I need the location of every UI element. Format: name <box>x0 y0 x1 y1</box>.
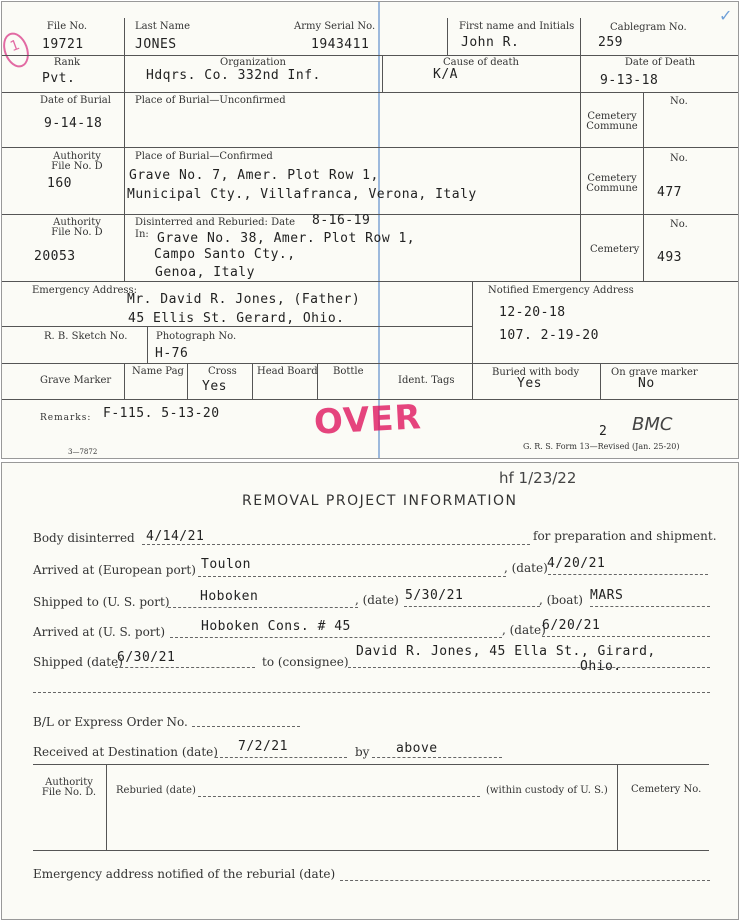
place-confirmed-label: Place of Burial—Confirmed <box>135 151 273 162</box>
arrived-us-date-label: , (date) <box>502 623 546 637</box>
buried-with-body-label: Buried with body <box>492 367 580 378</box>
last-name-value: JONES <box>135 37 177 52</box>
authority-value-1: 160 <box>47 176 72 191</box>
arrived-european-value: Toulon <box>201 557 251 572</box>
on-grave-marker-value: No <box>638 376 655 391</box>
date-of-burial-label: Date of Burial <box>40 95 111 106</box>
received-label: Received at Destination (date) <box>33 745 218 759</box>
emergency-line1: Mr. David R. Jones, (Father) <box>127 292 361 307</box>
file-no-value: 19721 <box>42 37 84 52</box>
pink-circled-mark: 1 <box>1 29 33 71</box>
notified-line1: 12-20-18 <box>499 305 566 320</box>
rank-value: Pvt. <box>42 71 76 86</box>
consignee-line1: David R. Jones, 45 Ella St., Girard, <box>356 644 656 659</box>
date-of-death-label: Date of Death <box>624 57 696 68</box>
emergency-line2: 45 Ellis St. Gerard, Ohio. <box>128 311 345 326</box>
body-disinterred-label: Body disinterred <box>33 531 135 545</box>
remarks-value: F-115. 5-13-20 <box>103 406 220 421</box>
cemetery-no-label: Cemetery No. <box>631 784 702 795</box>
authority-file-label: Authority File No. D. <box>41 777 97 798</box>
name-pag-label: Name Pag <box>132 366 184 377</box>
no-label-2: No. <box>670 153 688 164</box>
army-serial-label: Army Serial No. <box>294 21 376 32</box>
notified-label: Notified Emergency Address <box>488 285 634 296</box>
disinterred-line1: Grave No. 38, Amer. Plot Row 1, <box>157 231 416 246</box>
count-value: 2 <box>599 424 608 439</box>
shipped-to-date-label: , (date) <box>355 593 399 607</box>
form-code: 3—7872 <box>68 448 98 456</box>
last-name-label: Last Name <box>135 21 191 32</box>
bl-order-label: B/L or Express Order No. <box>33 715 188 729</box>
body-disinterred-value: 4/14/21 <box>146 529 205 544</box>
arrived-european-date-label: , (date) <box>504 561 548 575</box>
disinterred-date: 8-16-19 <box>312 213 371 228</box>
on-grave-marker-label: On grave marker <box>611 367 698 378</box>
authority-label-2: Authority File No. D <box>51 217 103 238</box>
photograph-value: H-76 <box>155 346 189 361</box>
shipped-to-date: 5/30/21 <box>405 588 464 603</box>
army-serial-value: 1943411 <box>311 37 370 52</box>
authority-label-1: Authority File No. D <box>51 151 103 172</box>
cross-value: Yes <box>202 379 227 394</box>
received-by-value: above <box>396 741 438 756</box>
removal-title: REMOVAL PROJECT INFORMATION <box>242 493 518 509</box>
ident-tags-label: Ident. Tags <box>398 375 455 386</box>
date-of-burial-value: 9-14-18 <box>44 116 103 131</box>
disinterred-line2: Campo Santo Cty., <box>154 247 296 262</box>
no-label-1: No. <box>670 96 688 107</box>
front-card <box>1 1 739 459</box>
form-id: G. R. S. Form 13—Revised (Jan. 25-20) <box>523 442 680 451</box>
consignee-label: to (consignee) <box>262 655 349 669</box>
shipped-to-label: Shipped to (U. S. port) <box>33 595 170 609</box>
shipped-date-label: Shipped (date) <box>33 655 123 669</box>
first-name-value: John R. <box>461 35 520 50</box>
place-confirmed-line2: Municipal Cty., Villafranca, Verona, Italy <box>127 187 477 202</box>
emergency-notified-label: Emergency address notified of the reburial (date) <box>33 867 336 881</box>
notified-line2: 107. 2-19-20 <box>499 328 599 343</box>
handwritten-date: hf 1/23/22 <box>499 469 577 487</box>
shipped-to-boat: MARS <box>590 588 624 603</box>
reburied-label: Reburied (date) <box>116 785 196 796</box>
place-unconfirmed-label: Place of Burial—Unconfirmed <box>135 95 286 106</box>
cemetery-commune-label-2: Cemetery Commune <box>586 173 638 194</box>
cause-of-death-label: Cause of death <box>443 57 519 68</box>
authority-value-2: 20053 <box>34 249 76 264</box>
cablegram-value: 259 <box>598 35 623 50</box>
place-confirmed-line1: Grave No. 7, Amer. Plot Row 1, <box>129 168 379 183</box>
rb-sketch-label: R. B. Sketch No. <box>44 331 128 342</box>
arrived-european-label: Arrived at (European port) <box>33 563 196 577</box>
rank-label: Rank <box>53 57 81 68</box>
photograph-label: Photograph No. <box>156 331 237 342</box>
file-no-label: File No. <box>46 21 88 32</box>
emergency-label: Emergency Address: <box>32 285 138 296</box>
organization-value: Hdqrs. Co. 332nd Inf. <box>146 68 321 83</box>
shipped-to-value: Hoboken <box>200 589 259 604</box>
arrived-us-label: Arrived at (U. S. port) <box>33 625 166 639</box>
head-board-label: Head Board <box>257 366 318 377</box>
no-value-2: 477 <box>657 185 682 200</box>
received-by-label: by <box>355 745 370 759</box>
initials-signature: BMC <box>632 414 673 435</box>
date-of-death-value: 9-13-18 <box>600 73 659 88</box>
no-label-3: No. <box>670 219 688 230</box>
cemetery-commune-label-1: Cemetery Commune <box>586 111 638 132</box>
shipped-date-value: 6/30/21 <box>117 650 176 665</box>
custody-label: (within custody of U. S.) <box>486 785 608 796</box>
cemetery-label-3: Cemetery <box>590 244 640 255</box>
arrived-us-value: Hoboken Cons. # 45 <box>201 619 351 634</box>
in-label: In: <box>135 229 149 240</box>
disinterred-line3: Genoa, Italy <box>155 265 255 280</box>
cross-label: Cross <box>208 366 237 377</box>
buried-with-body-value: Yes <box>517 376 542 391</box>
received-value: 7/2/21 <box>238 739 288 754</box>
organization-label: Organization <box>220 57 286 68</box>
no-value-3: 493 <box>657 250 682 265</box>
arrived-us-date: 6/20/21 <box>542 618 601 633</box>
body-disinterred-suffix: for preparation and shipment. <box>533 529 717 543</box>
bottle-label: Bottle <box>333 366 364 377</box>
consignee-line2: Ohio. <box>580 659 622 674</box>
blue-check-mark: ✓ <box>719 6 733 25</box>
shipped-to-boat-label: , (boat) <box>539 593 583 607</box>
cause-of-death-value: K/A <box>433 67 458 82</box>
remarks-label: Remarks: <box>40 413 92 423</box>
cablegram-label: Cablegram No. <box>610 22 687 33</box>
disinterred-label: Disinterred and Reburied: Date <box>135 217 296 228</box>
arrived-european-date: 4/20/21 <box>547 556 606 571</box>
first-name-label: First name and Initials <box>459 21 575 32</box>
over-stamp: OVER <box>313 397 423 443</box>
grave-marker-label: Grave Marker <box>40 375 112 386</box>
